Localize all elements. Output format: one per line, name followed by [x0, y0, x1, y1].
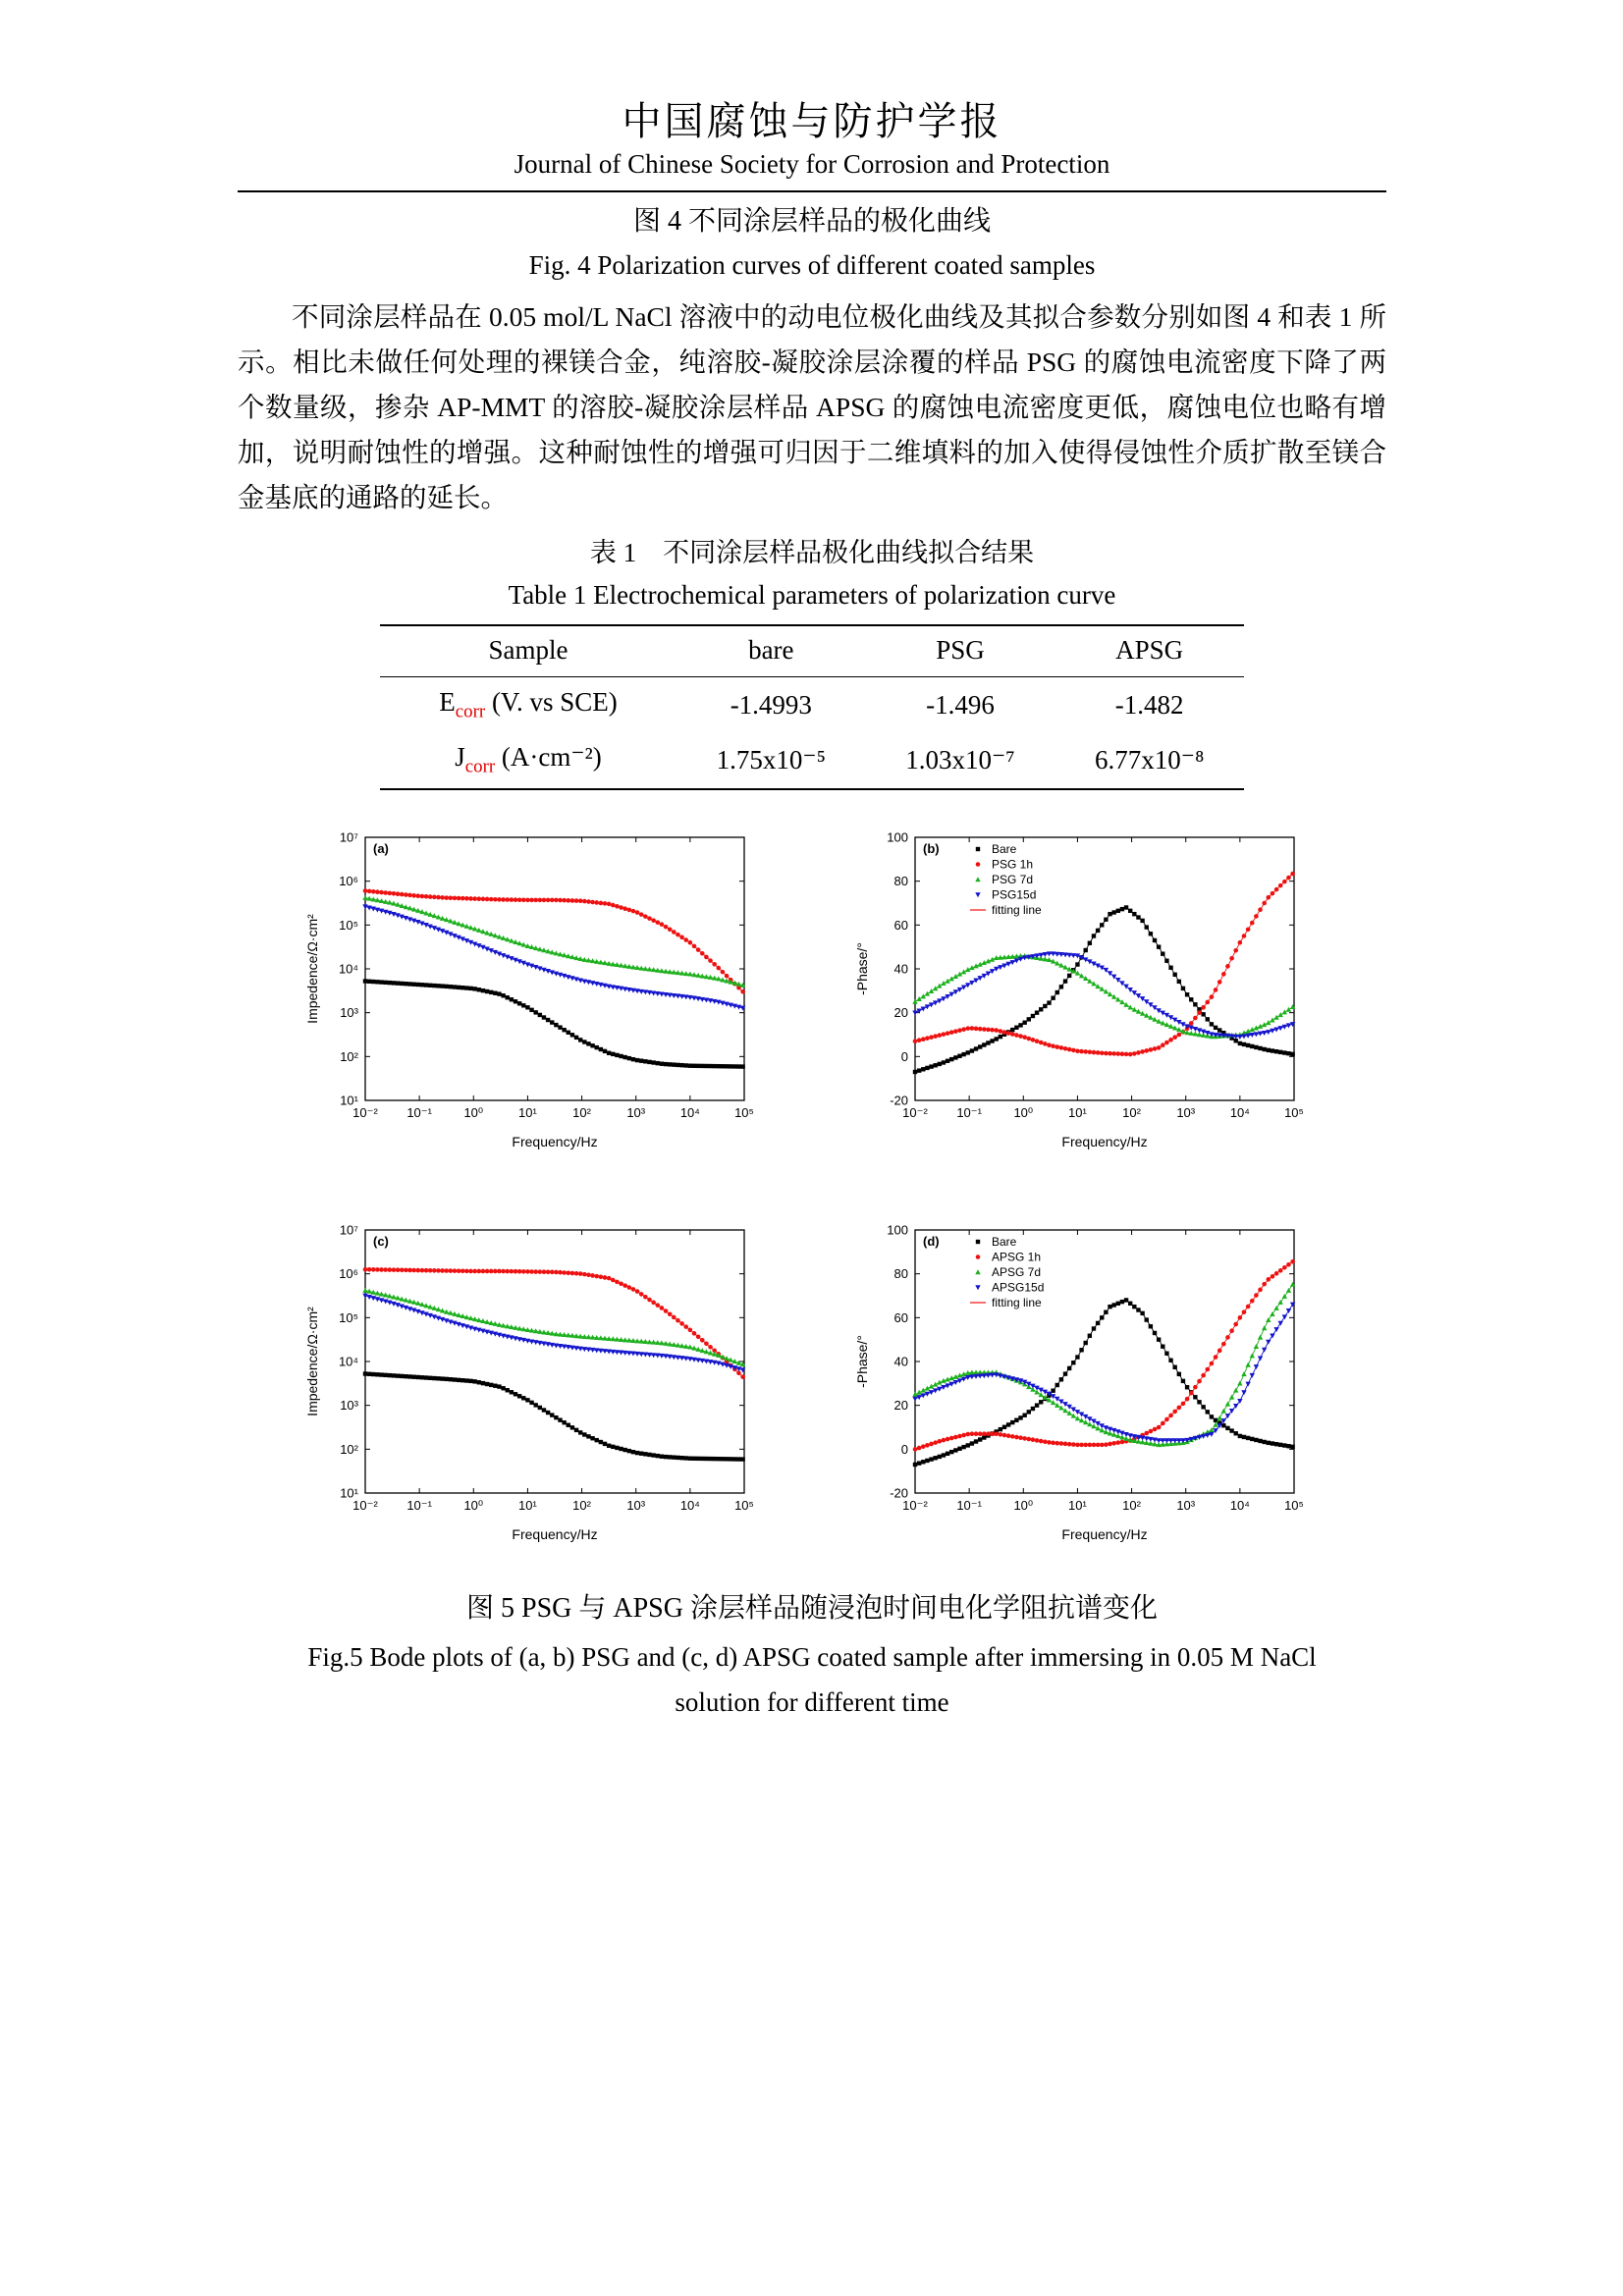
svg-text:10⁻²: 10⁻²	[352, 1497, 378, 1513]
bode-svg-d	[852, 1216, 1304, 1545]
svg-text:10³: 10³	[340, 1004, 358, 1020]
svg-text:PSG 1h: PSG 1h	[992, 857, 1034, 872]
svg-text:-Phase/°: -Phase/°	[854, 941, 870, 995]
ecorr-unit: (V. vs SCE)	[485, 687, 618, 717]
svg-text:Frequency/Hz: Frequency/Hz	[512, 1525, 598, 1542]
ecorr-subscript: corr	[455, 701, 486, 722]
table1-cell-ecorr-bare: -1.4993	[730, 689, 812, 720]
body-paragraph: 不同涂层样品在 0.05 mol/L NaCl 溶液中的动电位极化曲线及其拟合参数分别如图 4 和表 1 所示。相比未做任何处理的裸镁合金，纯溶胶-凝胶涂层涂覆的样品 PSG 的腐蚀电流密度下降了两个数量级，掺杂 AP-MMT 的溶胶-凝胶涂层样品 APSG 的腐蚀电流密度更低，腐蚀电位也略有增加，说明耐蚀性的增强。这种耐蚀性的增强可归因于二维填料的加入使得侵蚀性介质扩散至镁合金基底的通路的延长。	[238, 301, 1386, 512]
svg-text:10¹: 10¹	[518, 1497, 537, 1513]
table1-cell-ecorr-psg: -1.496	[926, 689, 995, 720]
svg-text:10⁻²: 10⁻²	[902, 1104, 928, 1120]
svg-text:10⁵: 10⁵	[1284, 1104, 1304, 1120]
svg-text:10³: 10³	[626, 1104, 646, 1120]
svg-text:10⁻¹: 10⁻¹	[406, 1497, 432, 1513]
svg-text:10⁰: 10⁰	[463, 1104, 484, 1120]
table1-caption-zh: 表 1 不同涂层样品极化曲线拟合结果	[589, 538, 1035, 567]
header-rule	[238, 190, 1386, 192]
svg-text:APSG 7d: APSG 7d	[992, 1264, 1042, 1279]
journal-title-zh: 中国腐蚀与防护学报	[622, 99, 1002, 143]
svg-text:10²: 10²	[572, 1497, 591, 1513]
svg-text:fitting line: fitting line	[992, 902, 1042, 917]
svg-text:10⁴: 10⁴	[679, 1104, 700, 1120]
svg-text:(b): (b)	[923, 840, 940, 856]
fig4-caption-zh: 图 4 不同涂层样品的极化曲线	[632, 206, 991, 237]
svg-text:10⁵: 10⁵	[734, 1104, 754, 1120]
svg-text:10⁰: 10⁰	[1013, 1104, 1034, 1120]
svg-text:fitting line: fitting line	[992, 1295, 1042, 1309]
table1-cell-ecorr-apsg: -1.482	[1114, 689, 1184, 720]
svg-text:10⁴: 10⁴	[338, 1354, 358, 1369]
svg-text:10⁷: 10⁷	[339, 829, 358, 845]
svg-text:10⁰: 10⁰	[463, 1497, 484, 1513]
svg-text:10⁰: 10⁰	[1013, 1497, 1034, 1513]
table1-row-jcorr	[380, 732, 1244, 788]
svg-text:Impedence/Ω·cm²: Impedence/Ω·cm²	[304, 1306, 320, 1416]
svg-text:80: 80	[893, 873, 908, 888]
svg-text:10⁵: 10⁵	[1284, 1497, 1304, 1513]
jcorr-symbol: J	[455, 742, 465, 773]
table1-header-row	[380, 625, 1244, 677]
svg-text:10²: 10²	[572, 1104, 591, 1120]
svg-text:10¹: 10¹	[340, 1093, 358, 1108]
svg-text:-20: -20	[890, 1485, 908, 1501]
svg-text:(d): (d)	[923, 1233, 940, 1249]
svg-text:10²: 10²	[1122, 1104, 1141, 1120]
svg-text:10⁶: 10⁶	[339, 1265, 358, 1281]
svg-text:60: 60	[893, 917, 908, 933]
table1-cell-jcorr-bare: 1.75x10⁻⁵	[716, 745, 827, 775]
bode-svg-b	[852, 824, 1304, 1152]
svg-text:60: 60	[893, 1309, 908, 1325]
figure5-grid	[302, 824, 1386, 1550]
svg-text:10⁴: 10⁴	[1229, 1104, 1250, 1120]
fig5-caption-en-line2: solution for different time	[675, 1686, 949, 1717]
table1-caption-en: Table 1 Electrochemical parameters of polarization curve	[508, 580, 1116, 610]
svg-text:Frequency/Hz: Frequency/Hz	[512, 1133, 598, 1149]
svg-text:10²: 10²	[340, 1048, 358, 1064]
svg-text:(c): (c)	[373, 1233, 389, 1249]
svg-text:Bare: Bare	[992, 1234, 1017, 1249]
svg-text:10²: 10²	[1122, 1497, 1141, 1513]
svg-text:10⁻¹: 10⁻¹	[956, 1497, 982, 1513]
svg-text:20: 20	[893, 1004, 908, 1020]
svg-text:Impedence/Ω·cm²: Impedence/Ω·cm²	[304, 913, 320, 1024]
svg-text:10³: 10³	[1176, 1497, 1196, 1513]
bode-svg-c	[302, 1216, 754, 1545]
table1-header-psg: PSG	[866, 625, 1055, 677]
bode-plot-b	[852, 824, 1314, 1157]
svg-text:-Phase/°: -Phase/°	[854, 1334, 870, 1388]
svg-text:10¹: 10¹	[1068, 1104, 1087, 1120]
jcorr-subscript: corr	[464, 756, 496, 777]
table1-header-apsg: APSG	[1055, 625, 1244, 677]
svg-text:10⁵: 10⁵	[734, 1497, 754, 1513]
svg-text:10⁴: 10⁴	[338, 961, 358, 977]
fig5-caption-zh: 图 5 PSG 与 APSG 涂层样品随浸泡时间电化学阻抗谱变化	[466, 1592, 1158, 1624]
page-content	[238, 0, 1386, 1725]
table1-header-bare: bare	[676, 625, 866, 677]
svg-text:10⁵: 10⁵	[339, 917, 358, 933]
svg-text:10¹: 10¹	[1068, 1497, 1087, 1513]
svg-text:10⁻²: 10⁻²	[902, 1497, 928, 1513]
journal-title-en: Journal of Chinese Society for Corrosion and Protection	[514, 149, 1110, 179]
table1-cell-jcorr-psg: 1.03x10⁻⁷	[905, 745, 1015, 775]
svg-text:10⁻²: 10⁻²	[352, 1104, 378, 1120]
svg-text:APSG 1h: APSG 1h	[992, 1250, 1042, 1264]
svg-text:10⁻¹: 10⁻¹	[956, 1104, 982, 1120]
svg-text:10⁶: 10⁶	[339, 873, 358, 888]
bode-plot-d	[852, 1216, 1314, 1550]
svg-text:100: 100	[887, 1222, 908, 1238]
svg-text:100: 100	[887, 829, 908, 845]
svg-text:10⁵: 10⁵	[339, 1309, 358, 1325]
svg-text:Bare: Bare	[992, 841, 1017, 856]
svg-text:Frequency/Hz: Frequency/Hz	[1061, 1133, 1148, 1149]
table1-jcorr-label	[380, 732, 676, 788]
svg-text:10¹: 10¹	[518, 1104, 537, 1120]
svg-text:10³: 10³	[1176, 1104, 1196, 1120]
svg-text:40: 40	[893, 1354, 908, 1369]
svg-text:10¹: 10¹	[340, 1485, 358, 1501]
jcorr-unit: (A·cm⁻²)	[495, 742, 602, 773]
svg-text:80: 80	[893, 1265, 908, 1281]
svg-text:10⁴: 10⁴	[679, 1497, 700, 1513]
bode-svg-a	[302, 824, 754, 1152]
svg-text:10⁻¹: 10⁻¹	[406, 1104, 432, 1120]
svg-text:10²: 10²	[340, 1441, 358, 1457]
svg-text:10⁴: 10⁴	[1229, 1497, 1250, 1513]
svg-text:20: 20	[893, 1397, 908, 1413]
table1-cell-jcorr-apsg: 6.77x10⁻⁸	[1094, 745, 1205, 775]
table1	[380, 624, 1244, 790]
fig5-caption-en	[238, 1634, 1386, 1725]
svg-text:Frequency/Hz: Frequency/Hz	[1061, 1525, 1148, 1542]
svg-text:10³: 10³	[340, 1397, 358, 1413]
svg-text:PSG 7d: PSG 7d	[992, 872, 1034, 886]
bode-plot-c	[302, 1216, 764, 1550]
fig4-caption-en: Fig. 4 Polarization curves of different coated samples	[528, 250, 1096, 280]
ecorr-symbol: E	[439, 687, 456, 717]
svg-text:APSG15d: APSG15d	[992, 1280, 1045, 1295]
svg-text:(a): (a)	[373, 840, 389, 856]
svg-text:0: 0	[900, 1048, 908, 1064]
svg-text:-20: -20	[890, 1093, 908, 1108]
fig5-caption-en-line1: Fig.5 Bode plots of (a, b) PSG and (c, d) APSG coated sample after immersing in 0.05 M NaCl	[307, 1641, 1317, 1672]
table1-row-ecorr	[380, 677, 1244, 733]
svg-text:0: 0	[900, 1441, 908, 1457]
table1-header-sample: Sample	[380, 625, 676, 677]
svg-text:PSG15d: PSG15d	[992, 887, 1037, 902]
table1-ecorr-label	[380, 677, 676, 733]
svg-text:10⁷: 10⁷	[339, 1222, 358, 1238]
bode-plot-a	[302, 824, 764, 1157]
svg-text:10³: 10³	[626, 1497, 646, 1513]
svg-text:40: 40	[893, 961, 908, 977]
